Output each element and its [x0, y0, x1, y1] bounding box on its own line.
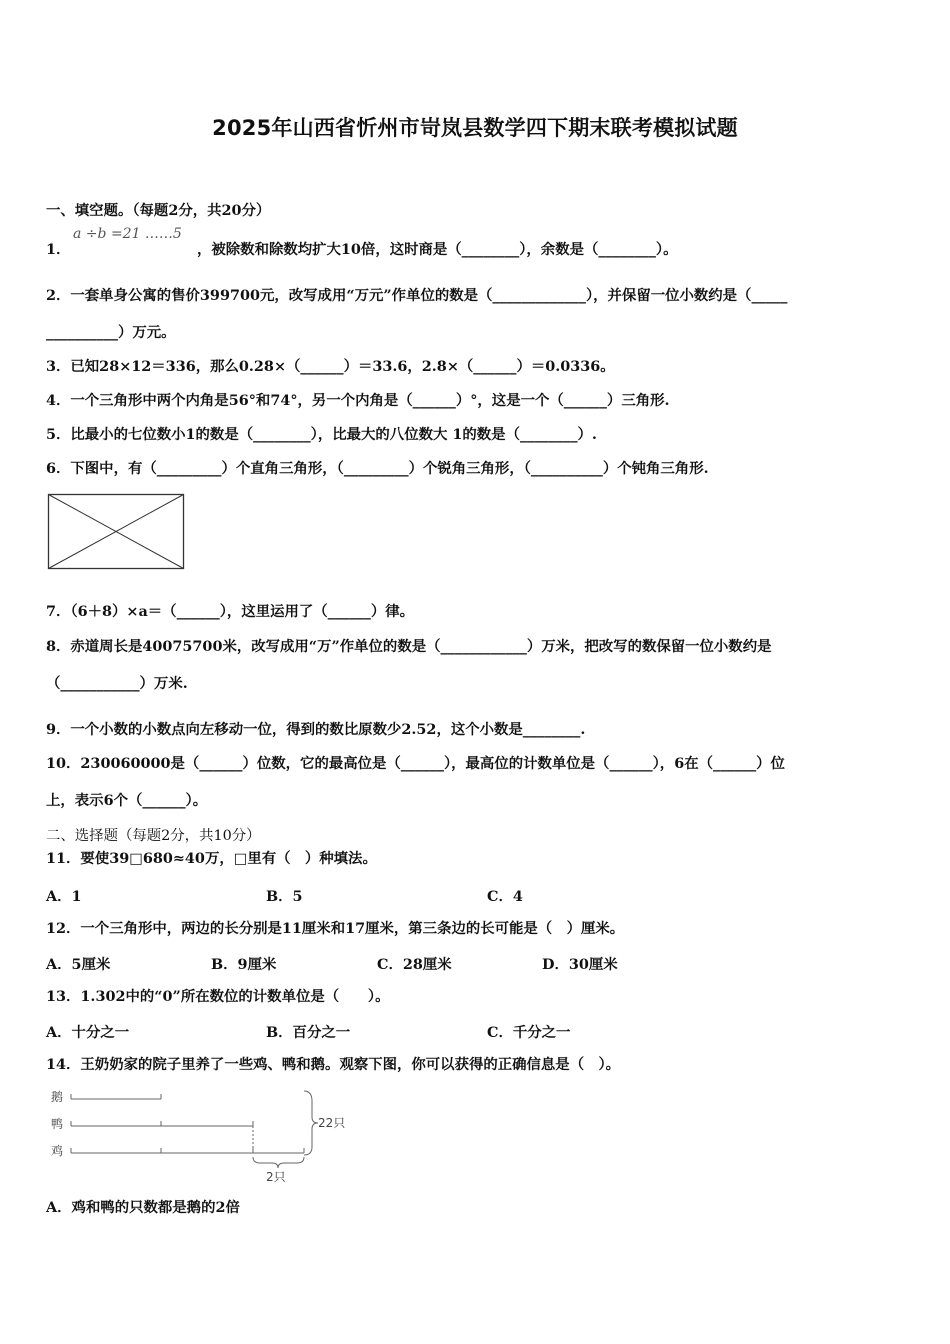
q14: 14．王奶奶家的院子里养了一些鸡、鸭和鹅。观察下图，你可以获得的正确信息是（ ）。 [46, 1056, 621, 1073]
section-fill-blank-heading: 一、填空题。（每题2分，共20分） [46, 202, 271, 219]
section-choice-heading: 二、选择题（每题2分，共10分） [46, 828, 261, 844]
q12-option-b: B．9厘米 [211, 956, 277, 973]
diff-brace [253, 1157, 304, 1168]
q3: 3．已知28×12＝336，那么0.28×（______）＝33.6，2.8×（______）＝0.0336。 [46, 358, 615, 375]
q11-option-a: A．1 [46, 888, 82, 905]
q8-line2: （___________）万米. [46, 675, 188, 692]
q1-number: 1． [46, 241, 71, 258]
q14-option-a: A．鸡和鸭的只数都是鹅的2倍 [46, 1199, 240, 1216]
q11: 11．要使39□680≈40万，□里有（ ）种填法。 [46, 850, 377, 867]
q10-line1: 10．230060000是（______）位数，它的最高位是（______），最高位的计数单位是（______），6在（______）位 [46, 755, 785, 772]
q12: 12．一个三角形中，两边的长分别是11厘米和17厘米，第三条边的长可能是（ ）厘米。 [46, 920, 625, 937]
diff-label: 2只 [266, 1170, 286, 1184]
q6: 6．下图中，有（_________）个直角三角形，（_________）个锐角三角形，（__________）个钝角三角形. [46, 460, 709, 477]
q14-line-segment-diagram [46, 1085, 366, 1185]
q8-line1: 8．赤道周长是40075700米，改写成用“万”作单位的数是（____________）万米，把改写的数保留一位小数约是 [46, 638, 772, 655]
q2-line2: __________）万元。 [46, 324, 176, 341]
q6-rectangle-figure [46, 492, 188, 572]
total-label: 22只 [318, 1116, 346, 1130]
q13: 13．1.302中的“0”所在数位的计数单位是（ ）。 [46, 988, 390, 1005]
q13-option-a: A．十分之一 [46, 1024, 130, 1041]
q10-line2: 上，表示6个（______）。 [46, 792, 208, 809]
label-goose: 鹅 [51, 1090, 64, 1104]
q12-option-a: A．5厘米 [46, 956, 111, 973]
q13-option-b: B．百分之一 [266, 1024, 351, 1041]
q5: 5．比最小的七位数小1的数是（________），比最大的八位数大 1的数是（________）. [46, 426, 597, 443]
total-brace [304, 1091, 318, 1155]
label-duck: 鸭 [51, 1117, 64, 1131]
q4: 4．一个三角形中两个内角是56°和74°，另一个内角是（______）°，这是一个（______）三角形. [46, 392, 670, 409]
q7: 7．（6＋8）×a＝（______），这里运用了（______）律。 [46, 603, 415, 620]
q13-option-c: C．千分之一 [487, 1024, 571, 1041]
label-chicken: 鸡 [51, 1144, 64, 1158]
q12-option-c: C．28厘米 [377, 956, 452, 973]
q1-text: ，被除数和除数均扩大10倍，这时商是（________），余数是（________）。 [197, 241, 678, 258]
q12-option-d: D．30厘米 [542, 956, 618, 973]
q11-option-c: C．4 [487, 888, 523, 905]
q9: 9．一个小数的小数点向左移动一位，得到的数比原数少2.52，这个小数是________. [46, 721, 586, 738]
q1-formula: a ÷b =21 ……5 [73, 226, 182, 242]
q11-option-b: B．5 [266, 888, 303, 905]
q2-line1: 2．一套单身公寓的售价399700元，改写成用“万元”作单位的数是（_____________），并保留一位小数约是（_____ [46, 287, 788, 304]
page-title: 2025年山西省忻州市岢岚县数学四下期末联考模拟试题 [212, 116, 738, 140]
